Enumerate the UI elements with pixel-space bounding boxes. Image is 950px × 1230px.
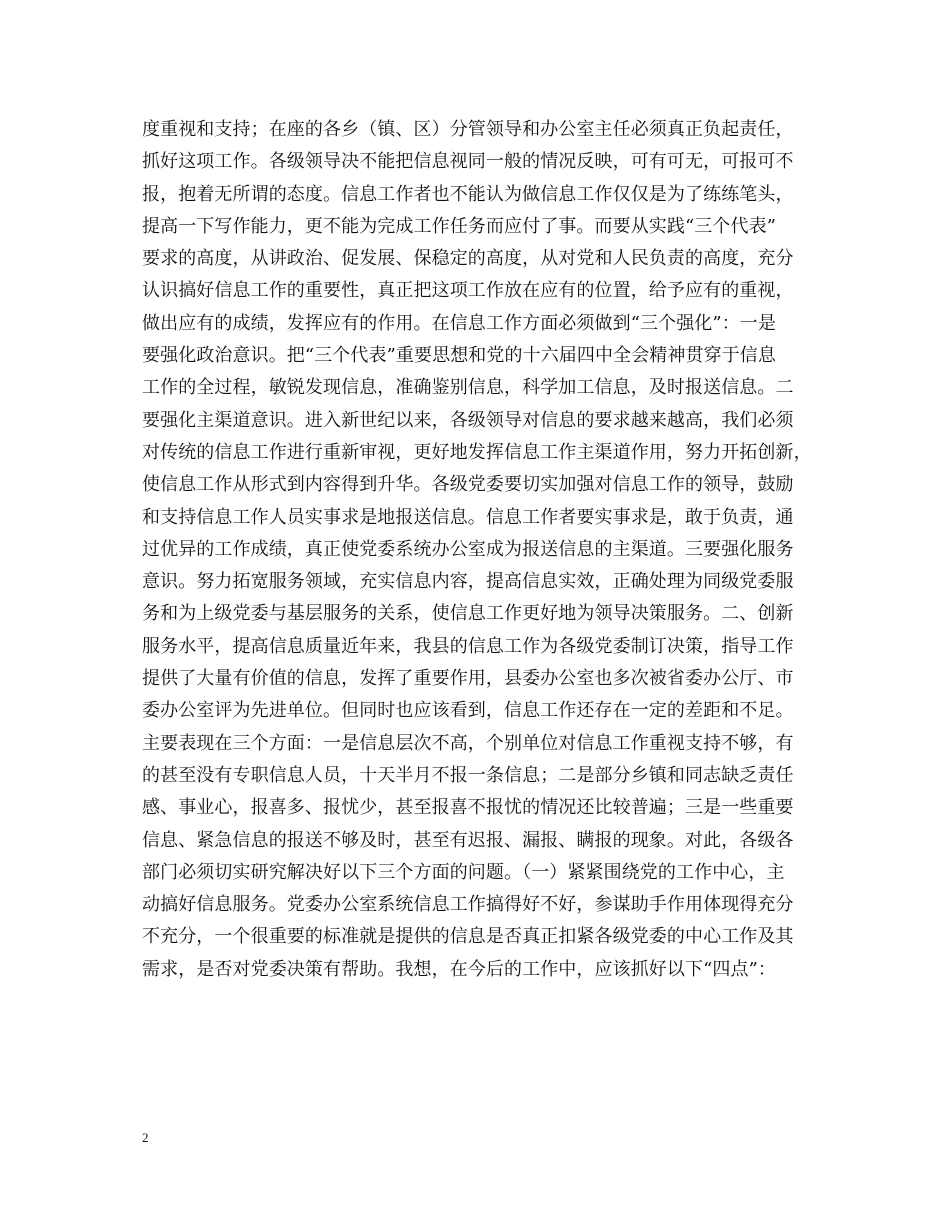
page-number: 2 [142, 1130, 149, 1145]
text-line: 使信息工作从形式到内容得到升华。各级党委要切实加强对信息工作的领导，鼓励 [142, 474, 794, 496]
text-line: 要强化主渠道意识。进入新世纪以来，各级领导对信息的要求越来越高，我们必须 [142, 409, 794, 431]
text-line: 要求的高度，从讲政治、促发展、保稳定的高度，从对党和人民负责的高度，充分 [142, 248, 794, 270]
text-line: 认识搞好信息工作的重要性，真正把这项工作放在应有的位置，给予应有的重视， [142, 280, 794, 302]
text-line: 服务水平，提高信息质量近年来，我县的信息工作为各级党委制订决策，指导工作 [142, 635, 794, 657]
text-line: 做出应有的成绩，发挥应有的作用。在信息工作方面必须做到“三个强化”：一是 [142, 312, 777, 334]
text-line: 意识。努力拓宽服务领域，充实信息内容，提高信息实效，正确处理为同级党委服 [142, 571, 794, 593]
text-line: 动搞好信息服务。党委办公室系统信息工作搞得好不好，参谋助手作用体现得充分 [142, 894, 794, 916]
text-line: 报，抱着无所谓的态度。信息工作者也不能认为做信息工作仅仅是为了练练笔头， [142, 183, 794, 205]
text-line: 部门必须切实研究解决好以下三个方面的问题。（一）紧紧围绕党的工作中心，主 [142, 861, 785, 883]
body-text [142, 114, 842, 986]
text-line: 要强化政治意识。把“三个代表”重要思想和党的十六届四中全会精神贯穿于信息 [142, 345, 777, 367]
text-line: 度重视和支持；在座的各乡（镇、区）分管领导和办公室主任必须真正负起责任， [142, 119, 794, 140]
text-line: 抓好这项工作。各级领导决不能把信息视同一般的情况反映，可有可无，可报可不 [142, 151, 794, 173]
text-line: 的甚至没有专职信息人员，十天半月不报一条信息；二是部分乡镇和同志缺乏责任 [142, 764, 794, 786]
text-line: 务和为上级党委与基层服务的关系，使信息工作更好地为领导决策服务。二、创新 [142, 603, 794, 625]
text-line: 需求，是否对党委决策有帮助。我想，在今后的工作中，应该抓好以下“四点”： [142, 958, 777, 980]
text-line: 提高一下写作能力，更不能为完成工作任务而应付了事。而要从实践“三个代表” [142, 215, 777, 237]
text-line: 不充分，一个很重要的标准就是提供的信息是否真正扣紧各级党委的中心工作及其 [142, 926, 794, 948]
text-line: 信息、紧急信息的报送不够及时，甚至有迟报、漏报、瞒报的现象。对此，各级各 [142, 829, 794, 851]
text-line: 对传统的信息工作进行重新审视，更好地发挥信息工作主渠道作用，努力开拓创新， [142, 441, 812, 463]
text-line: 工作的全过程，敏锐发现信息，准确鉴别信息，科学加工信息，及时报送信息。二 [142, 377, 794, 399]
text-line: 主要表现在三个方面：一是信息层次不高，个别单位对信息工作重视支持不够，有 [142, 732, 794, 754]
text-line: 过优异的工作成绩，真正使党委系统办公室成为报送信息的主渠道。三要强化服务 [142, 538, 794, 560]
text-line: 和支持信息工作人员实事求是地报送信息。信息工作者要实事求是，敢于负责，通 [142, 506, 794, 528]
text-line: 感、事业心，报喜多、报忧少，甚至报喜不报忧的情况还比较普遍；三是一些重要 [142, 797, 794, 819]
text-line: 提供了大量有价值的信息，发挥了重要作用，县委办公室也多次被省委办公厅、市 [142, 668, 794, 690]
text-line: 委办公室评为先进单位。但同时也应该看到，信息工作还存在一定的差距和不足。 [142, 700, 794, 722]
